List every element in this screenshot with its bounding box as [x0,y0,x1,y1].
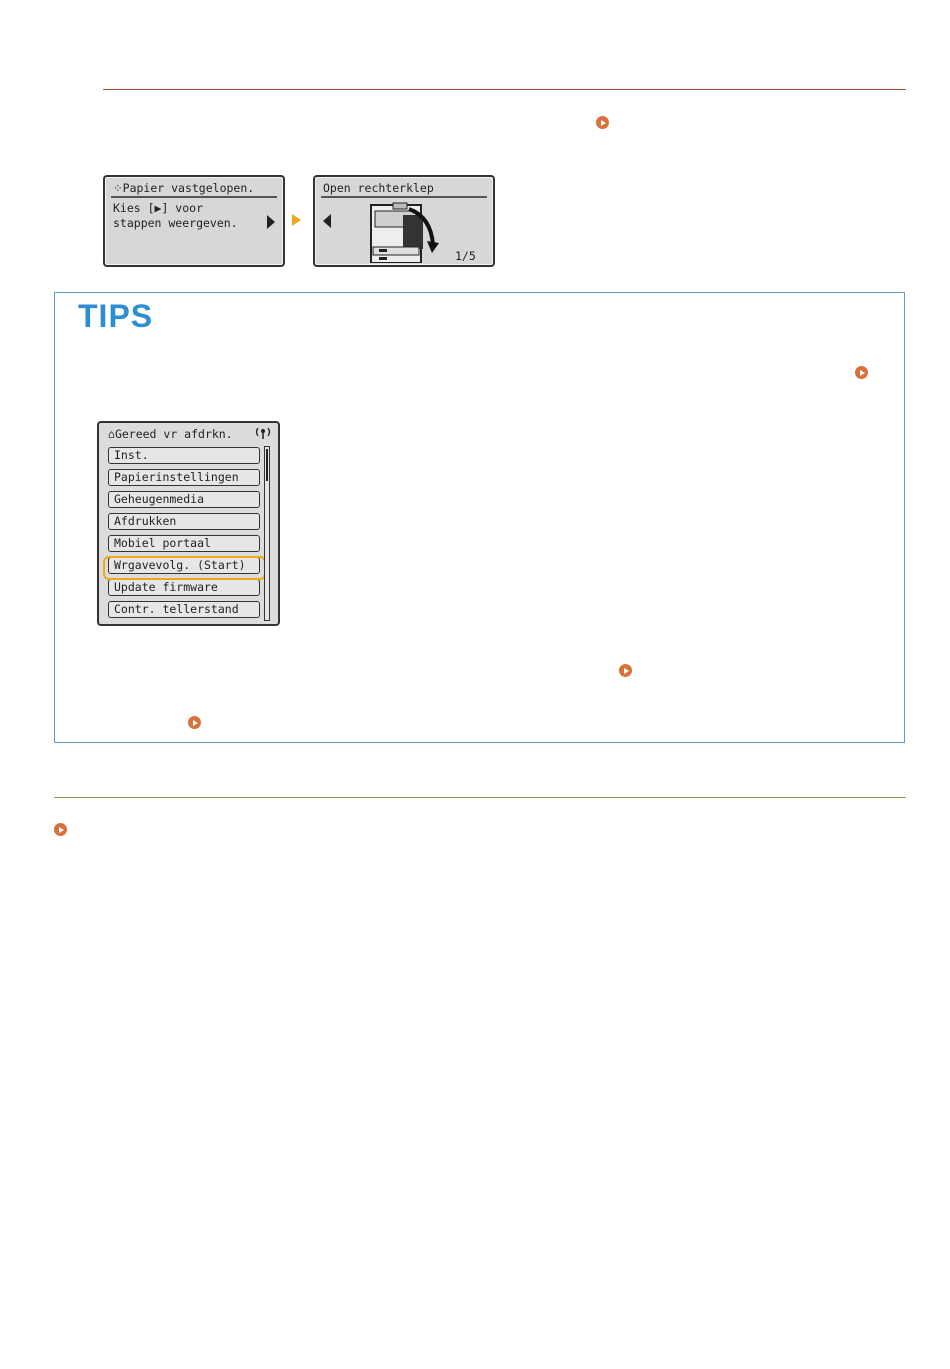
section-divider [103,89,906,90]
tips-heading: TIPS [78,298,154,334]
scrollbar[interactable] [264,446,270,621]
lcd-title-divider [111,196,277,198]
highlight-frame [103,556,266,580]
menu-item-counter-check[interactable]: Contr. tellerstand [108,601,260,618]
lcd-screen-paper-jam [103,175,285,267]
play-circle-icon[interactable] [54,823,67,836]
page-indicator: 1/5 [455,249,476,263]
play-circle-icon[interactable] [619,664,632,677]
printer-open-cover-illustration [365,199,445,263]
play-circle-icon[interactable] [188,716,201,729]
play-circle-icon[interactable] [855,366,868,379]
scrollbar-thumb[interactable] [266,449,268,481]
home-status-bar: ⌂Gereed vr afdrkn. [108,427,233,441]
menu-item-update-firmware[interactable]: Update firmware [108,579,260,596]
lcd-title-divider [321,196,487,198]
wireless-icon [255,426,271,440]
next-arrow-icon[interactable] [267,215,275,229]
paper-jam-icon: ⁘ [113,181,123,195]
lcd-message-line: stappen weergeven. [113,216,238,230]
menu-item-paper-settings[interactable]: Papierinstellingen [108,469,260,486]
lcd-home-menu-screen [97,421,280,626]
arrow-right-icon [292,214,301,226]
play-circle-icon[interactable] [596,116,609,129]
menu-item-mobile-portal[interactable]: Mobiel portaal [108,535,260,552]
home-icon: ⌂ [108,427,115,441]
lcd-title: Open rechterklep [323,181,434,195]
lcd-screen-open-cover [313,175,495,267]
related-links-divider [54,797,906,798]
menu-item-memory-media[interactable]: Geheugenmedia [108,491,260,508]
previous-arrow-icon[interactable] [323,214,331,228]
menu-item-print[interactable]: Afdrukken [108,513,260,530]
lcd-message-line: Kies [▶] voor [113,201,204,215]
menu-item-display-order[interactable]: Wrgavevolg. (Start) [108,557,260,574]
lcd-title: ⁘Papier vastgelopen. [113,181,255,195]
menu-item-settings[interactable]: Inst. [108,447,260,464]
